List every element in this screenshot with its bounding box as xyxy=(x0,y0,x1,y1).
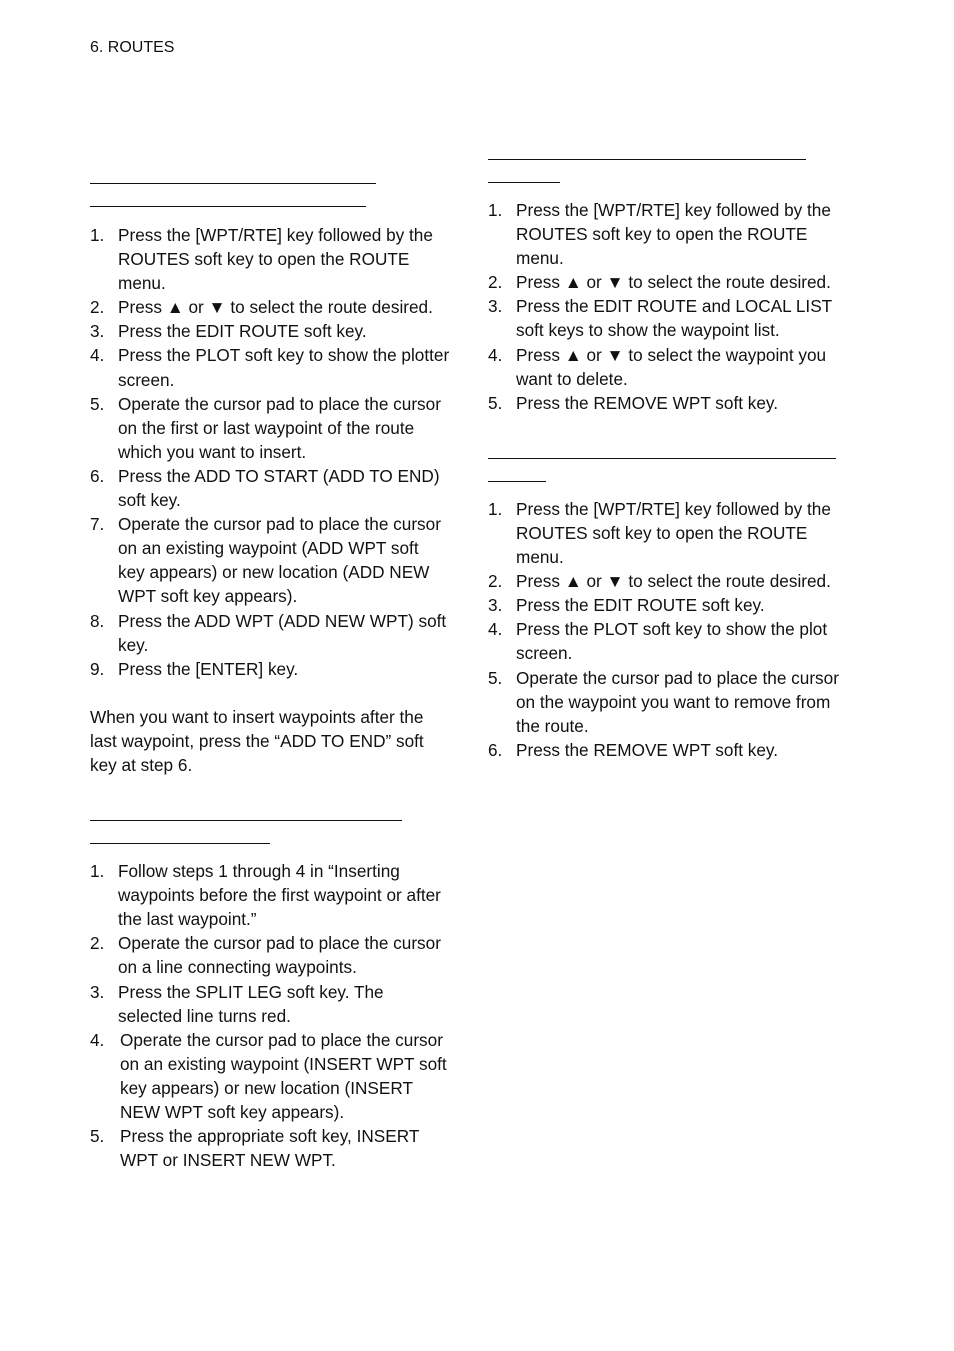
step-item: 6. Press the ADD TO START (ADD TO END) soft key. xyxy=(90,465,440,511)
step-item: 3. Press the SPLIT LEG soft key. The selected line turns red. xyxy=(90,981,384,1026)
heading-rule xyxy=(488,481,546,482)
section-delete-from-list xyxy=(488,159,848,415)
step-list xyxy=(488,198,848,415)
step-item: 2. Press ▲ or ▼ to select the route desired. xyxy=(90,297,433,318)
step-list xyxy=(488,497,848,762)
step-item: 5. Operate the cursor pad to place the cursor on the first or last waypoint of the route which you want to insert. xyxy=(90,393,441,462)
step-item: 8. Press the ADD WPT (ADD NEW WPT) soft key. xyxy=(90,610,447,655)
right-column xyxy=(488,159,848,762)
heading-rule xyxy=(90,820,402,821)
step-item: 6. Press the REMOVE WPT soft key. xyxy=(488,739,779,760)
step-item: 4. Press the PLOT soft key to show the plotter screen. xyxy=(90,345,450,390)
step-list xyxy=(90,859,450,1172)
step-item: 7. Operate the cursor pad to place the cursor on an existing waypoint (ADD WPT soft key appears) or new location (ADD NEW WPT soft key appears). xyxy=(90,514,441,607)
step-list xyxy=(90,223,450,681)
left-column xyxy=(90,183,450,1172)
step-item: 5. Press the appropriate soft key, INSERT WPT or INSERT NEW WPT. xyxy=(90,1126,420,1171)
step-item: 5. Press the REMOVE WPT soft key. xyxy=(488,392,779,413)
heading-rule xyxy=(488,458,836,459)
section-insert-between xyxy=(90,820,450,1172)
step-item: 9. Press the [ENTER] key. xyxy=(90,658,299,679)
step-item: 2. Press ▲ or ▼ to select the route desired. xyxy=(488,272,831,293)
step-item: 4. Operate the cursor pad to place the cursor on an existing waypoint (INSERT WPT soft key appears) or new location (INSERT NEW WPT soft key appears). xyxy=(90,1029,447,1122)
heading-rule xyxy=(90,843,270,844)
heading-rule xyxy=(90,206,366,207)
step-item: 4. Press the PLOT soft key to show the plot screen. xyxy=(488,619,828,664)
note-paragraph: When you want to insert waypoints after the last waypoint, press the “ADD TO END” soft key at step 6. xyxy=(90,706,424,775)
step-item: 3. Press the EDIT ROUTE soft key. xyxy=(488,595,765,616)
step-item: 1. Press the [WPT/RTE] key followed by the ROUTES soft key to open the ROUTE menu. xyxy=(488,498,831,568)
step-item: 1. Follow steps 1 through 4 in “Inserting waypoints before the first waypoint or after the last waypoint.” xyxy=(90,861,441,930)
section-insert-before-after xyxy=(90,183,450,777)
heading-rule xyxy=(488,182,560,183)
heading-rule xyxy=(90,183,376,184)
step-item: 5. Operate the cursor pad to place the cursor on the waypoint you want to remove from the route. xyxy=(488,667,839,736)
section-delete-on-plot xyxy=(488,458,848,762)
running-header: 6. ROUTES xyxy=(90,39,175,56)
step-item: 1. Press the [WPT/RTE] key followed by the ROUTES soft key to open the ROUTE menu. xyxy=(488,200,831,269)
step-item: 3. Press the EDIT ROUTE and LOCAL LIST soft keys to show the waypoint list. xyxy=(488,296,832,341)
step-item: 4. Press ▲ or ▼ to select the waypoint you want to delete. xyxy=(488,344,827,389)
step-item: 3. Press the EDIT ROUTE soft key. xyxy=(90,321,367,342)
heading-rule xyxy=(488,159,806,160)
step-item: 2. Operate the cursor pad to place the cursor on a line connecting waypoints. xyxy=(90,933,441,978)
step-item: 2. Press ▲ or ▼ to select the route desired. xyxy=(488,571,831,592)
step-item: 1. Press the [WPT/RTE] key followed by the ROUTES soft key to open the ROUTE menu. xyxy=(90,225,433,294)
